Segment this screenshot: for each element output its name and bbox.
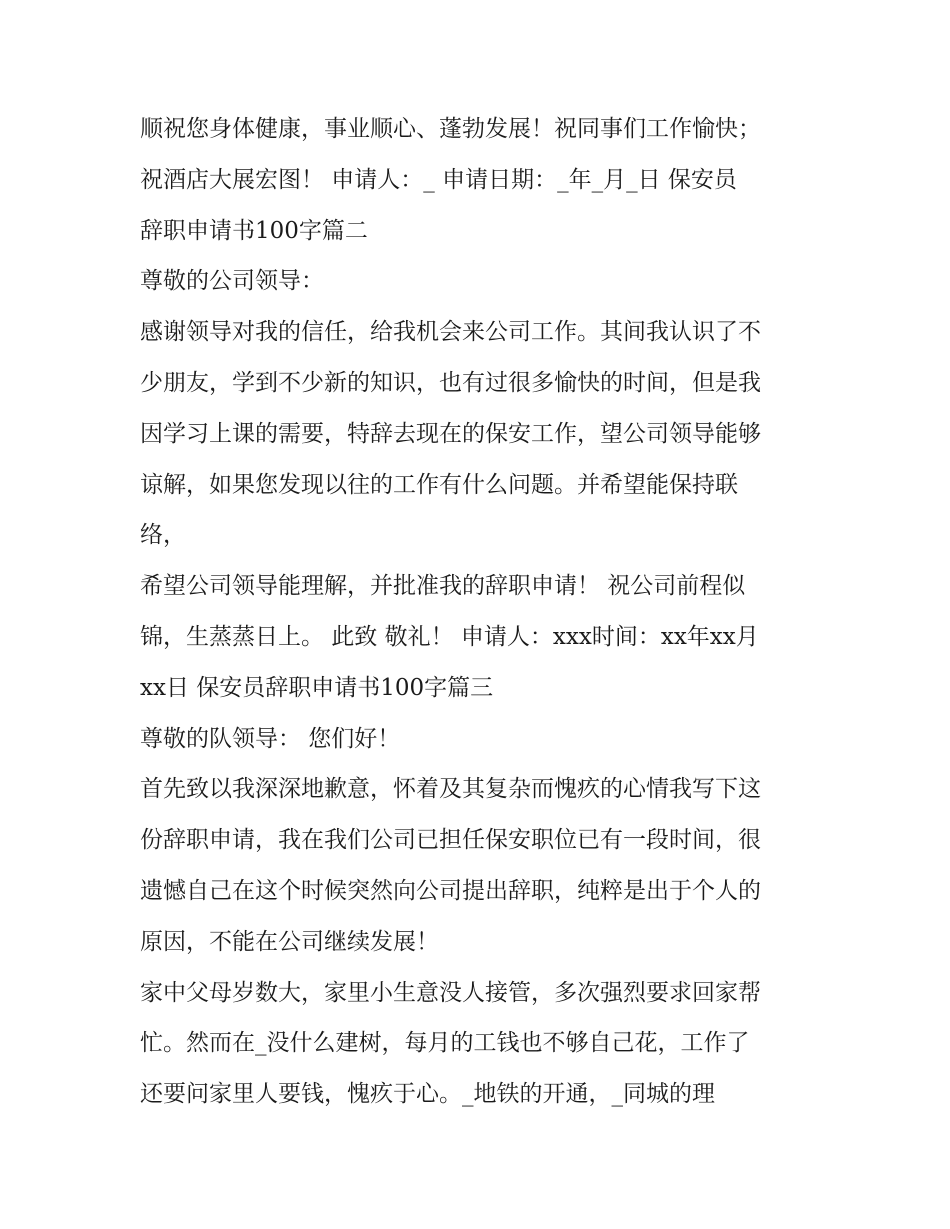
text-line: 遗憾自己在这个时候突然向公司提出辞职，纯粹是出于个人的 (140, 877, 761, 904)
text-line: 尊敬的公司领导： (140, 268, 324, 295)
text-line: 希望公司领导能理解，并批准我的辞职申请！ 祝公司前程似 (140, 573, 746, 600)
text-line: 谅解，如果您发现以往的工作有什么问题。并希望能保持联 (140, 471, 738, 498)
text-line: 感谢领导对我的信任，给我机会来公司工作。其间我认识了不 (140, 319, 761, 346)
text-line: 顺祝您身体健康，事业顺心、蓬勃发展！祝同事们工作愉快； (140, 116, 761, 142)
text-line: 尊敬的队领导： 您们好！ (140, 725, 401, 752)
text-line: 原因，不能在公司继续发展！ (140, 928, 439, 955)
text-line: 份辞职申请，我在我们公司已担任保安职位已有一段时间，很 (140, 827, 761, 854)
text-line: 忙。然而在_没什么建树，每月的工钱也不够自己花，工作了 (140, 1030, 750, 1057)
text-line: 少朋友，学到不少新的知识，也有过很多愉快的时间，但是我 (140, 369, 761, 396)
text-line: xx日 保安员辞职申请书100字篇三 (140, 674, 494, 701)
text-line: 首先致以我深深地歉意，怀着及其复杂而愧疚的心情我写下这 (140, 776, 761, 803)
text-line: 家中父母岁数大，家里小生意没人接管，多次强烈要求回家帮 (140, 979, 761, 1006)
document-body (140, 104, 820, 1120)
text-line: 锦，生蒸蒸日上。 此致 敬礼！ 申请人：xxx时间：xx年xx月 (140, 623, 759, 650)
text-line: 祝酒店大展宏图！ 申请人：_ 申请日期：_年_月_日 保安员 (140, 166, 737, 193)
text-line: 因学习上课的需要，特辞去现在的保安工作，望公司领导能够 (140, 420, 761, 447)
text-line: 络， (140, 522, 186, 549)
text-line: 辞职申请书100字篇二 (140, 217, 368, 244)
text-line: 还要问家里人要钱，愧疚于心。_地铁的开通，_同城的理 (140, 1081, 715, 1108)
